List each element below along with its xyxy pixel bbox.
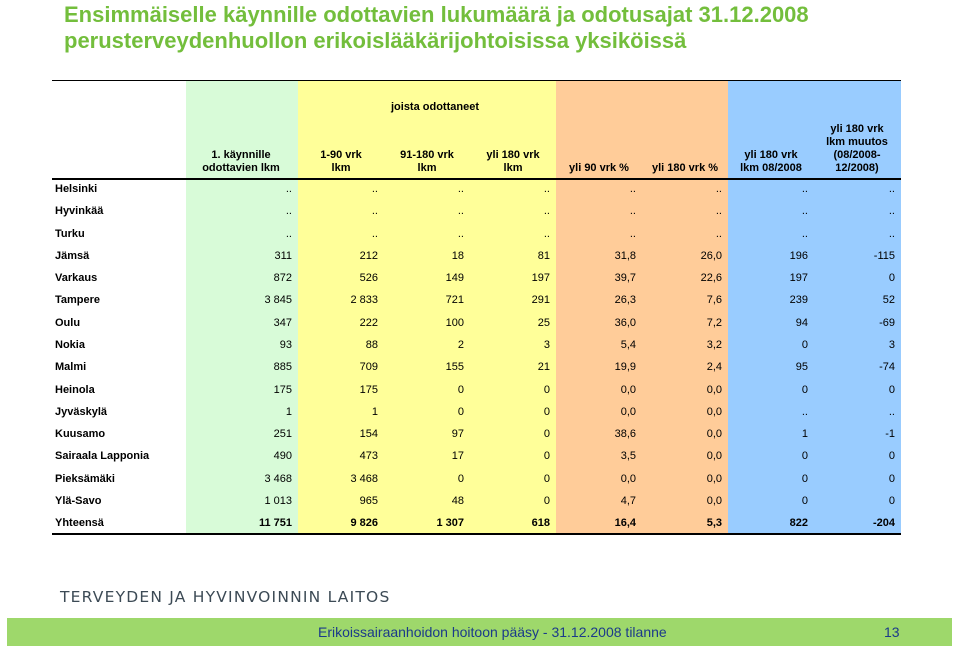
footer-caption: Erikoissairaanhoidon hoitoon pääsy - 31.12.2008 tilanne — [318, 624, 667, 640]
table-cell: -115 — [873, 249, 895, 262]
table-cell: .. — [888, 183, 895, 196]
header-change-line2: lkm muutos — [826, 136, 888, 148]
row-name: Yhteensä — [55, 517, 104, 530]
table-cell: 88 — [365, 338, 378, 351]
table-cell: .. — [888, 205, 895, 218]
table-row — [52, 423, 901, 445]
table-cell: .. — [543, 205, 550, 218]
table-cell: 0 — [888, 472, 895, 485]
table-cell: 21 — [537, 361, 550, 374]
header-over180 — [470, 149, 556, 175]
header-change-line4: 12/2008) — [835, 162, 879, 174]
table-cell: -1 — [885, 428, 895, 441]
table-cell: .. — [801, 183, 808, 196]
header-over180-pct: yli 180 vrk % — [651, 162, 719, 174]
table-cell: 81 — [537, 249, 550, 262]
table-cell: 0 — [457, 383, 464, 396]
header-change-line3: (08/2008- — [833, 149, 881, 161]
table-cell: 0 — [543, 405, 550, 418]
group-header-waited: joista odottaneet — [390, 101, 479, 113]
table-cell: -69 — [879, 316, 895, 329]
header-over180-082008-line2: lkm 08/2008 — [740, 162, 802, 174]
table-cell: 175 — [273, 383, 292, 396]
row-name: Jämsä — [55, 249, 90, 262]
table-cell: 0 — [543, 450, 550, 463]
table-cell: 3 — [888, 338, 895, 351]
table-cell: 1 — [801, 428, 808, 441]
table-cell: 26,3 — [614, 294, 636, 307]
table-cell: 149 — [445, 272, 464, 285]
header-first-visit — [186, 149, 296, 175]
table-cell: 0 — [457, 405, 464, 418]
total-row — [52, 512, 901, 534]
table-cell: .. — [801, 405, 808, 418]
row-name: Varkaus — [55, 272, 98, 285]
table-cell: -74 — [879, 361, 895, 374]
table-cell: 1 307 — [436, 517, 464, 530]
table-row — [52, 334, 901, 356]
table-row — [52, 245, 901, 267]
table-cell: 0 — [543, 472, 550, 485]
table-cell: 25 — [537, 316, 550, 329]
table-cell: .. — [543, 227, 550, 240]
row-name: Pieksämäki — [55, 472, 115, 485]
table-row — [52, 445, 901, 467]
table-cell: 0 — [888, 272, 895, 285]
table-cell: 5,3 — [706, 517, 722, 530]
table-cell: 251 — [273, 428, 292, 441]
row-name: Hyvinkää — [55, 205, 104, 218]
table-cell: 7,6 — [706, 294, 722, 307]
table-cell: .. — [285, 205, 292, 218]
table-cell: 0,0 — [706, 494, 722, 507]
table-cell: 526 — [359, 272, 378, 285]
header-91-180-line2: lkm — [417, 162, 437, 174]
row-name: Malmi — [55, 361, 87, 374]
table-cell: 2,4 — [706, 361, 722, 374]
table-cell: 48 — [451, 494, 464, 507]
data-table — [52, 178, 901, 534]
table-cell: .. — [457, 227, 464, 240]
table-cell: 0,0 — [706, 383, 722, 396]
table-cell: 0 — [543, 494, 550, 507]
row-name: Ylä-Savo — [55, 494, 102, 507]
table-cell: 0,0 — [706, 450, 722, 463]
table-bottom-rule — [52, 533, 901, 535]
table-cell: .. — [371, 205, 378, 218]
table-cell: 0 — [801, 338, 808, 351]
header-first-visit-line2: odottavien lkm — [202, 162, 280, 174]
table-cell: 0,0 — [620, 405, 636, 418]
table-row — [52, 378, 901, 400]
header-over90-pct: yli 90 vrk % — [569, 162, 629, 174]
table-cell: 95 — [795, 361, 808, 374]
table-row — [52, 356, 901, 378]
header-top-rule — [52, 80, 901, 81]
table-cell: 97 — [451, 428, 464, 441]
table-cell: 0 — [457, 472, 464, 485]
table-cell: 17 — [451, 450, 464, 463]
table-cell: 36,0 — [614, 316, 636, 329]
table-cell: 100 — [445, 316, 464, 329]
table-cell: 31,8 — [614, 249, 636, 262]
title-line-1: Ensimmäiselle käynnille odottavien lukumäärä ja odotusajat 31.12.2008 — [64, 2, 809, 27]
table-cell: .. — [629, 183, 636, 196]
table-cell: 3 — [543, 338, 550, 351]
header-1-90-line2: lkm — [331, 162, 351, 174]
table-cell: 52 — [882, 294, 895, 307]
table-cell: 0,0 — [706, 405, 722, 418]
table-cell: .. — [888, 405, 895, 418]
header-over180-line1: yli 180 vrk — [486, 149, 540, 161]
table-cell: 94 — [795, 316, 808, 329]
table-cell: 0 — [543, 428, 550, 441]
row-name: Sairaala Lapponia — [55, 450, 150, 463]
table-cell: .. — [285, 183, 292, 196]
table-cell: 11 751 — [258, 517, 292, 530]
table-cell: 1 013 — [264, 494, 292, 507]
row-name: Jyväskylä — [55, 405, 107, 418]
table-row — [52, 223, 901, 245]
table-cell: 38,6 — [614, 428, 636, 441]
row-name: Oulu — [55, 316, 81, 329]
row-name: Heinola — [55, 383, 95, 396]
table-cell: 1 — [371, 405, 378, 418]
table-row — [52, 467, 901, 489]
table-cell: 9 826 — [350, 517, 378, 530]
table-cell: 39,7 — [614, 272, 636, 285]
table-cell: 347 — [273, 316, 292, 329]
header-over180-082008-line1: yli 180 vrk — [744, 149, 798, 161]
table-cell: 3,2 — [706, 338, 722, 351]
table-cell: 93 — [279, 338, 292, 351]
table-cell: 197 — [531, 272, 550, 285]
table-cell: 239 — [789, 294, 808, 307]
table-cell: .. — [715, 205, 722, 218]
table-row — [52, 267, 901, 289]
table-cell: 16,4 — [614, 517, 636, 530]
table-cell: .. — [457, 183, 464, 196]
table-cell: 0,0 — [620, 383, 636, 396]
table-cell: 885 — [273, 361, 292, 374]
table-cell: 0 — [801, 494, 808, 507]
table-cell: 3 468 — [264, 472, 292, 485]
table-row — [52, 178, 901, 200]
table-cell: 709 — [359, 361, 378, 374]
table-cell: 721 — [445, 294, 464, 307]
row-name: Helsinki — [55, 183, 98, 196]
table-cell: 19,9 — [614, 361, 636, 374]
table-cell: 4,7 — [620, 494, 636, 507]
table-cell: 3 468 — [350, 472, 378, 485]
table-cell: 222 — [359, 316, 378, 329]
table-cell: 311 — [274, 249, 292, 262]
table-cell: .. — [801, 227, 808, 240]
table-cell: 0 — [543, 383, 550, 396]
header-91-180-line1: 91-180 vrk — [400, 149, 454, 161]
table-cell: 618 — [531, 517, 550, 530]
table-cell: .. — [457, 205, 464, 218]
table-cell: .. — [715, 183, 722, 196]
table-cell: 2 — [457, 338, 464, 351]
header-over180-082008 — [728, 149, 814, 175]
header-change-line1: yli 180 vrk — [830, 123, 884, 135]
table-cell: 0 — [801, 472, 808, 485]
table-cell: .. — [285, 227, 292, 240]
table-cell: .. — [371, 227, 378, 240]
table-row — [52, 200, 901, 222]
table-cell: 155 — [445, 361, 464, 374]
header-over180-line2: lkm — [503, 162, 523, 174]
page-number: 13 — [884, 624, 900, 640]
table-row — [52, 289, 901, 311]
table-cell: 0 — [888, 494, 895, 507]
table-cell: .. — [629, 227, 636, 240]
table-cell: 0 — [888, 450, 895, 463]
header-change — [814, 123, 900, 175]
table-row — [52, 490, 901, 512]
table-cell: 1 — [285, 405, 292, 418]
table-cell: .. — [371, 183, 378, 196]
table-cell: 212 — [359, 249, 378, 262]
row-name: Turku — [55, 227, 85, 240]
header-first-visit-line1: 1. käynnille — [211, 149, 271, 161]
table-cell: -204 — [872, 517, 895, 530]
row-name: Tampere — [55, 294, 101, 307]
table-cell: 490 — [273, 450, 292, 463]
table-cell: .. — [543, 183, 550, 196]
table-cell: 3 845 — [264, 294, 292, 307]
table-cell: 175 — [359, 383, 378, 396]
header-91-180 — [384, 149, 470, 175]
row-name: Kuusamo — [55, 428, 106, 441]
table-cell: .. — [801, 205, 808, 218]
row-name: Nokia — [55, 338, 85, 351]
table-cell: 3,5 — [620, 450, 636, 463]
table-cell: 0,0 — [706, 472, 722, 485]
table-row — [52, 401, 901, 423]
table-cell: 22,6 — [700, 272, 722, 285]
table-cell: .. — [715, 227, 722, 240]
table-cell: 291 — [531, 294, 550, 307]
table-cell: 7,2 — [706, 316, 722, 329]
table-cell: .. — [629, 205, 636, 218]
table-cell: 154 — [359, 428, 378, 441]
table-cell: 5,4 — [620, 338, 636, 351]
table-cell: 0 — [801, 450, 808, 463]
header-1-90 — [298, 149, 384, 175]
table-cell: 822 — [789, 517, 808, 530]
table-cell: 473 — [359, 450, 378, 463]
table-cell: 2 833 — [350, 294, 378, 307]
table-cell: 872 — [273, 272, 292, 285]
table-cell: 196 — [789, 249, 808, 262]
table-cell: 0 — [801, 383, 808, 396]
table-cell: 965 — [359, 494, 378, 507]
table-cell: 26,0 — [700, 249, 722, 262]
table-cell: 18 — [451, 249, 464, 262]
table-cell: 0 — [888, 383, 895, 396]
table-cell: .. — [888, 227, 895, 240]
title-line-2: perusterveydenhuollon erikoislääkärijohtoisissa yksiköissä — [64, 28, 687, 53]
table-cell: 0,0 — [706, 428, 722, 441]
table-cell: 197 — [789, 272, 808, 285]
table-cell: 0,0 — [620, 472, 636, 485]
thl-logo-text: TERVEYDEN JA HYVINVOINNIN LAITOS — [60, 588, 391, 606]
table-row — [52, 312, 901, 334]
slide-title — [64, 2, 809, 54]
header-1-90-line1: 1-90 vrk — [320, 149, 362, 161]
